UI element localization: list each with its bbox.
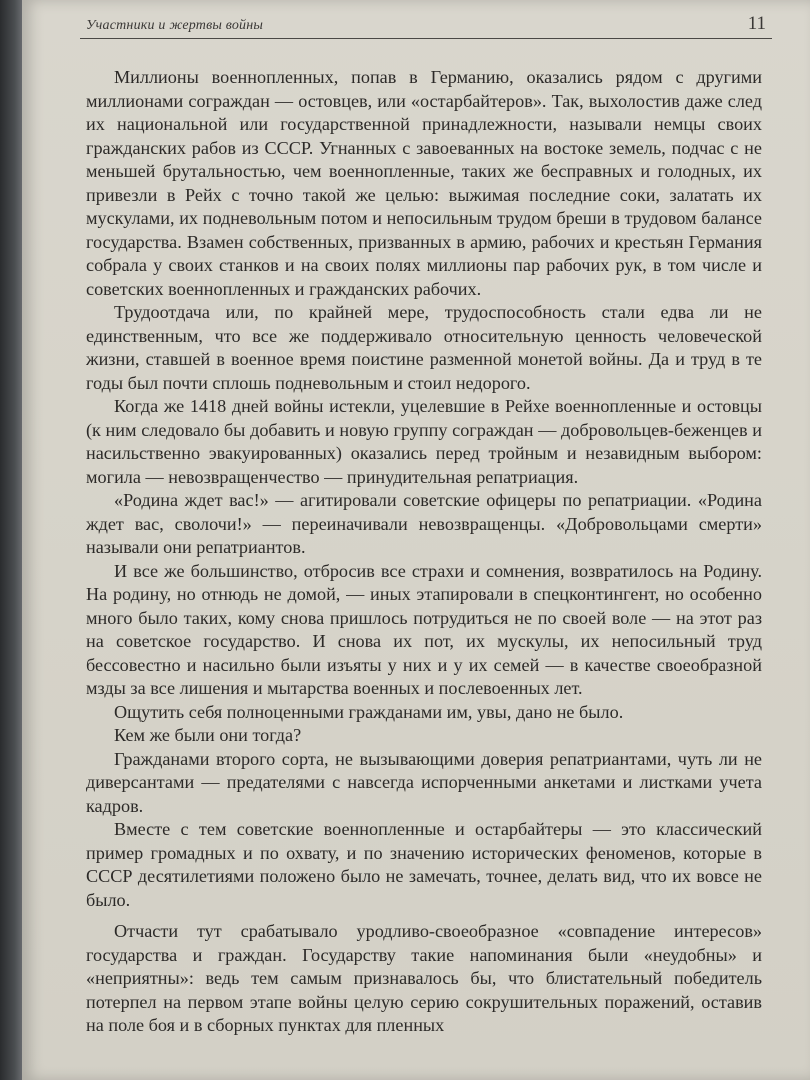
paragraph: Кем же были они тогда? bbox=[114, 725, 302, 745]
paragraph: Ощутить себя полноценными гражданами им, увы, дано не было. bbox=[114, 701, 624, 722]
paragraph: Гражданами второго сорта, не вызывающими доверия репатриантами, чуть ли не диверсантами — предателями с навсегда испорченными анкетами и листками учета кадров. bbox=[86, 748, 762, 816]
paragraph: Вместе с тем советские военнопленные и остарбайтеры — это классический пример громадных и по охвату, и по значению исторических феноменов, которые в СССР десятилетиями положено было не замечать, точнее, делать вид, что их вовсе не было. bbox=[86, 819, 762, 910]
paragraph: Отчасти тут срабатывало уродливо-своеобразное «совпадение интересов» государства и граждан. Государству такие напоминания были «неудобны» и «неприятны»: ведь тем самым признавалось бы, что блистательный победитель потерпел на первом этапе войны целую серию сокрушительных поражений, оставив на поле боя и в сборных пунктах для пленных bbox=[86, 921, 762, 1035]
book-gutter-edge bbox=[0, 0, 24, 1080]
paragraph: Когда же 1418 дней войны истекли, уцелевшие в Рейхе военнопленные и остовцы (к ним следовало бы добавить и новую группу сограждан — добровольцев-беженцев и насильственно эвакуированных) оказались перед тройным и незавидным выбором: могила — невозвращенчество — принудительная репатриация. bbox=[86, 396, 762, 487]
paragraph: «Родина ждет вас!» — агитировали советские офицеры по репатриации. «Родина ждет вас, сволочи!» — переиначивали невозвращенцы. «Добровольцами смерти» называли они репатриантов. bbox=[86, 490, 762, 557]
paragraph: Миллионы военнопленных, попав в Германию, оказались рядом с другими миллионами сограждан — остовцев, или «остарбайтеров». Так, выхолостив даже след их национальной или государственной принадлежности, называли немцы своих гражданских рабов из СССР. Угнанных с завоеванных на востоке земель, подчас с не меньшей брутальностью, чем военнопленные, таких же бесправных и голодных, их привезли в Рейх с точно такой же целью: выжимая последние соки, залатать их мускулами, их подневольным потом и непосильным трудом бреши в трудовом балансе государства. Взамен собственных, призванных в армию, рабочих и крестьян Германия собрала у своих станков и на своих полях миллионы пар рабочих рук, в том числе и советских военнопленных и гражданских рабочих. bbox=[86, 67, 762, 299]
page-header bbox=[80, 12, 772, 39]
paragraph: И все же большинство, отбросив все страхи и сомнения, возвратилось на Родину. На родину, но отнюдь не домой, — иных этапировали в спецконтингент, но особенно много было таких, кому снова пришлось потрудиться не по своей воле — на этот раз на советское государство. И снова их пот, их мускулы, их непосильный труд бессовестно и насильно были изъяты у них и у их семей — в качестве своеобразной мзды за все лишения и мытарства военных и послевоенных лет. bbox=[86, 560, 762, 698]
body-text bbox=[86, 66, 762, 1038]
page-number: 11 bbox=[747, 13, 766, 34]
paragraph: Трудоотдача или, по крайней мере, трудоспособность стали едва ли не единственным, что все же поддерживало относительную ценность человеческой жизни, ставшей в военное время поистине разменной монетой войны. Да и труд в те годы был почти сплошь подневольным и стоил недорого. bbox=[86, 302, 762, 393]
book-page bbox=[22, 0, 810, 1080]
running-title: Участники и жертвы войны bbox=[86, 18, 264, 33]
